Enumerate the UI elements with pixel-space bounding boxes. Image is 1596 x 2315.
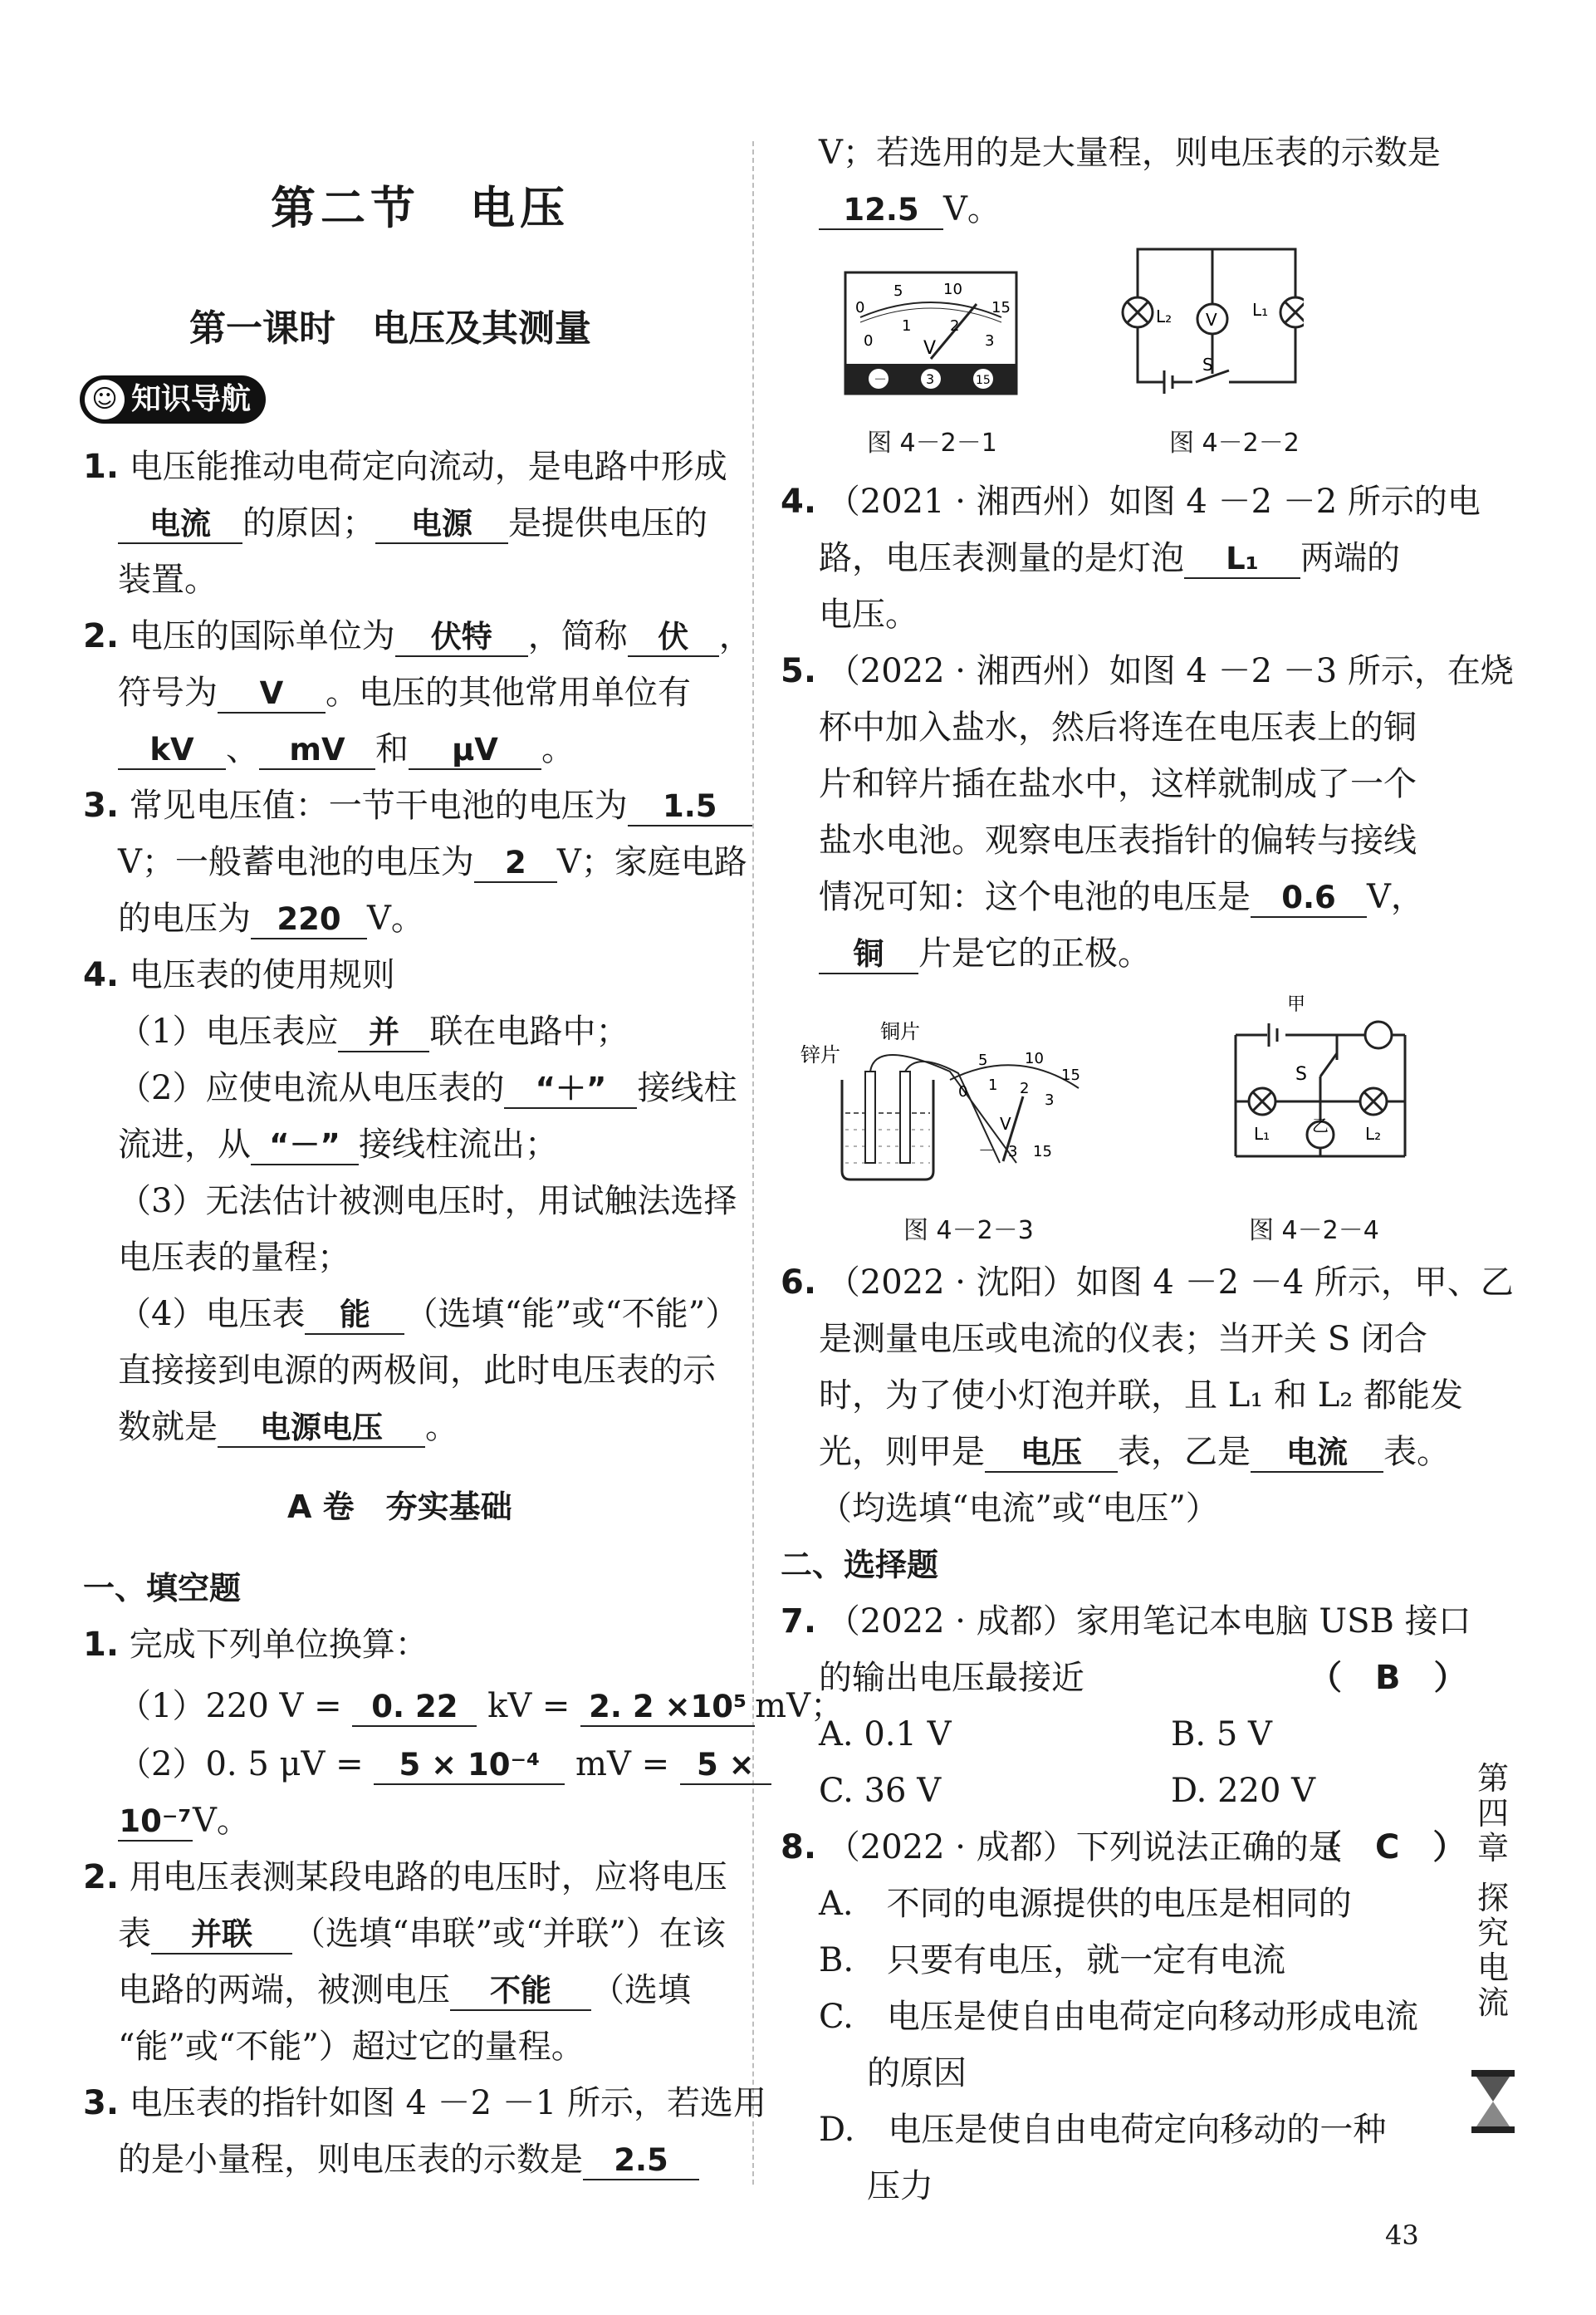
c8-option-a: A. 不同的电源提供的电压是相同的	[819, 1885, 1352, 1923]
volume-a-heading: A 卷 夯实基础	[287, 1489, 512, 1525]
c8-option-d2: 压力	[867, 2167, 933, 2205]
lesson-title: 第一课时 电压及其测量	[189, 307, 591, 350]
terminal-3: 3	[926, 371, 935, 387]
f6-line5: （均选填“电流”或“电压”）	[819, 1489, 1219, 1528]
fig3-terminal-3: 3	[1008, 1143, 1018, 1160]
f4-line3: 电压。	[819, 596, 918, 634]
label-jia: 甲	[1287, 994, 1306, 1015]
k3-line1: 3. 常见电压值：一节干电池的电压为 1.5	[83, 786, 752, 826]
voltmeter-figure-1	[844, 271, 1018, 395]
f5-line5: 情况可知：这个电池的电压是 0.6 V，	[819, 878, 1424, 916]
hourglass-icon	[1470, 2068, 1516, 2135]
k1-line3: 装置。	[118, 561, 218, 599]
fig3-caption: 图 4－2－3	[903, 1216, 1034, 1245]
k4-rule4b: 直接接到电源的两极间，此时电压表的示	[118, 1351, 716, 1390]
terminal-minus: －	[874, 371, 888, 387]
label-L1: L₁	[1252, 300, 1269, 320]
k4-rule2a: （2）应使电流从电压表的 “＋” 接线柱	[118, 1069, 737, 1107]
f1-line2: （1）220 V = 0. 22 kV = 2. 2 ×10⁵ mV；	[118, 1687, 844, 1725]
circuit-figure-4	[1229, 993, 1420, 1176]
fig3-scale-1: 1	[988, 1077, 998, 1094]
k4-rule4a: （4）电压表 能 （选填“能”或“不能”）	[118, 1295, 739, 1333]
k2-line1: 2. 电压的国际单位为 伏特 ，简称 伏 ，	[83, 617, 752, 655]
fig3-scale-2: 2	[1020, 1080, 1030, 1097]
fig1-caption: 图 4－2－1	[867, 429, 997, 458]
scale-top-10: 10	[943, 281, 962, 298]
scale-top-15: 15	[991, 299, 1011, 316]
c8-stem: 8. （2022 · 成都）下列说法正确的是	[781, 1828, 1342, 1866]
fig3-scale-15: 15	[1061, 1067, 1080, 1084]
page-number: 43	[1385, 2219, 1419, 2251]
f5-line3: 片和锌片插在盐水中，这样就制成了一个	[819, 765, 1417, 803]
f4-line1: 4. （2021 · 湘西州）如图 4 －2 －2 所示的电	[781, 483, 1481, 521]
mascot-icon: ☺	[85, 380, 125, 419]
k3-line2: V；一般蓄电池的电压为 2 V；家庭电路	[118, 843, 747, 881]
chapter-sidebar: 第 四 章 探 究 电 流	[1476, 1760, 1509, 2021]
k2-line3: kV 、 mV 和 μV 。	[118, 729, 575, 770]
f5-line4: 盐水电池。观察电压表指针的偏转与接线	[819, 822, 1417, 860]
scale-bottom-0: 0	[864, 332, 874, 350]
fig3-scale-3: 3	[1045, 1091, 1055, 1109]
scale-bottom-2: 2	[950, 317, 960, 335]
fig3-terminal-15: 15	[1033, 1143, 1052, 1160]
scale-top-0: 0	[855, 299, 865, 316]
c8-option-d1: D. 电压是使自由电荷定向移动的一种	[819, 2111, 1387, 2149]
f4-line2: 路，电压表测量的是灯泡 L₁ 两端的	[819, 539, 1400, 577]
c7-answer: （ B ）	[1309, 1659, 1467, 1697]
label-L2: L₂	[1156, 307, 1173, 326]
f1-line3: （2）0. 5 μV = 5 × 10⁻⁴ mV = 5 ×	[118, 1744, 771, 1785]
f2-line2: 表 并联 （选填“串联”或“并联”）在该	[118, 1915, 726, 1953]
f6-line2: 是测量电压或电流的仪表；当开关 S 闭合	[819, 1320, 1427, 1358]
c7-option-c: C. 36 V	[819, 1772, 942, 1810]
f2-line3: 电路的两端，被测电压 不能 （选填	[118, 1971, 691, 2009]
label-S: S	[1202, 355, 1213, 375]
c8-option-c2: 的原因	[867, 2054, 967, 2092]
label-V: V	[1206, 310, 1217, 330]
choice-heading: 二、选择题	[781, 1547, 939, 1583]
c8-option-c1: C. 电压是使自由电荷定向移动形成电流	[819, 1998, 1418, 2036]
column-divider	[752, 141, 754, 2185]
scale-bottom-1: 1	[902, 317, 912, 335]
f1-line1: 1. 完成下列单位换算：	[83, 1626, 428, 1664]
f5-line1: 5. （2022 · 湘西州）如图 4 －2 －3 所示，在烧	[781, 652, 1514, 690]
scale-bottom-3: 3	[985, 332, 995, 350]
k4-rule3b: 电压表的量程；	[118, 1238, 350, 1277]
c7-stem2: 的输出电压最接近	[819, 1659, 1084, 1697]
circuit-figure-2	[1113, 246, 1304, 395]
label-L1: L₁	[1254, 1124, 1270, 1144]
k4-rule2b: 流进，从 “－” 接线柱流出；	[118, 1126, 558, 1164]
f3-line4: 12.5 V。	[819, 189, 1001, 230]
k2-line2: 符号为 V 。电压的其他常用单位有	[118, 674, 691, 712]
f6-line1: 6. （2022 · 沈阳）如图 4 －2 －4 所示，甲、乙	[781, 1263, 1514, 1302]
label-zinc: 锌片	[800, 1043, 840, 1067]
label-L2: L₂	[1365, 1124, 1382, 1144]
c7-option-d: D. 220 V	[1171, 1772, 1316, 1810]
c7-option-b: B. 5 V	[1171, 1715, 1272, 1753]
f5-line2: 杯中加入盐水，然后将连在电压表上的铜	[819, 709, 1417, 747]
f1-line4: 10⁻⁷V。	[119, 1802, 250, 1840]
fig3-unit: V	[1000, 1114, 1011, 1134]
f3-line2: 的是小量程，则电压表的示数是 2.5	[118, 2140, 699, 2180]
scale-top-5: 5	[893, 282, 903, 300]
fig3-scale-5: 5	[978, 1052, 988, 1069]
label-yi: 乙	[1312, 1116, 1329, 1135]
c8-answer: （ C ）	[1309, 1828, 1466, 1866]
label-copper: 铜片	[880, 1020, 920, 1043]
fig2-caption: 图 4－2－2	[1169, 429, 1300, 458]
knowledge-badge: ☺ 知识导航	[80, 375, 266, 424]
f3-line3: V；若选用的是大量程，则电压表的示数是	[819, 134, 1441, 172]
c8-option-b: B. 只要有电压，就一定有电流	[819, 1941, 1286, 1979]
f2-line4: “能”或“不能”）超过它的量程。	[118, 2028, 585, 2066]
label-S: S	[1295, 1064, 1307, 1085]
battery-figure-3	[800, 1013, 1083, 1196]
k4-rule1: （1）电压表应 并 联在电路中；	[118, 1013, 629, 1051]
fig3-scale-0: 0	[958, 1083, 968, 1101]
fig3-terminal-minus: －	[978, 1140, 995, 1160]
fig3-scale-10: 10	[1025, 1050, 1044, 1067]
f5-line6: 铜 片是它的正极。	[819, 934, 1151, 974]
k1-line2: 电流 的原因； 电源 是提供电压的	[118, 503, 707, 544]
c7-option-a: A. 0.1 V	[819, 1715, 952, 1753]
c7-stem1: 7. （2022 · 成都）家用笔记本电脑 USB 接口	[781, 1602, 1471, 1641]
f3-line1: 3. 电压表的指针如图 4 －2 －1 所示，若选用	[83, 2084, 766, 2122]
fill-heading: 一、填空题	[83, 1570, 242, 1606]
section-title: 第二节 电压	[271, 181, 570, 234]
k4-title: 4. 电压表的使用规则	[83, 956, 395, 994]
k4-rule4c: 数就是 电源电压 。	[118, 1408, 458, 1446]
k3-line3: 的电压为 220 V。	[118, 900, 424, 938]
f6-line3: 时，为了使小灯泡并联，且 L₁ 和 L₂ 都能发	[819, 1376, 1464, 1415]
f6-line4: 光，则甲是 电压 表，乙是 电流 表。	[819, 1433, 1450, 1471]
k1-line1: 1. 电压能推动电荷定向流动，是电路中形成	[83, 448, 727, 486]
fig4-caption: 图 4－2－4	[1249, 1216, 1379, 1245]
unit-label: V	[923, 338, 937, 359]
f2-line1: 2. 用电压表测某段电路的电压时，应将电压	[83, 1858, 727, 1896]
terminal-15: 15	[976, 374, 991, 387]
k4-rule3a: （3）无法估计被测电压时，用试触法选择	[118, 1182, 737, 1220]
